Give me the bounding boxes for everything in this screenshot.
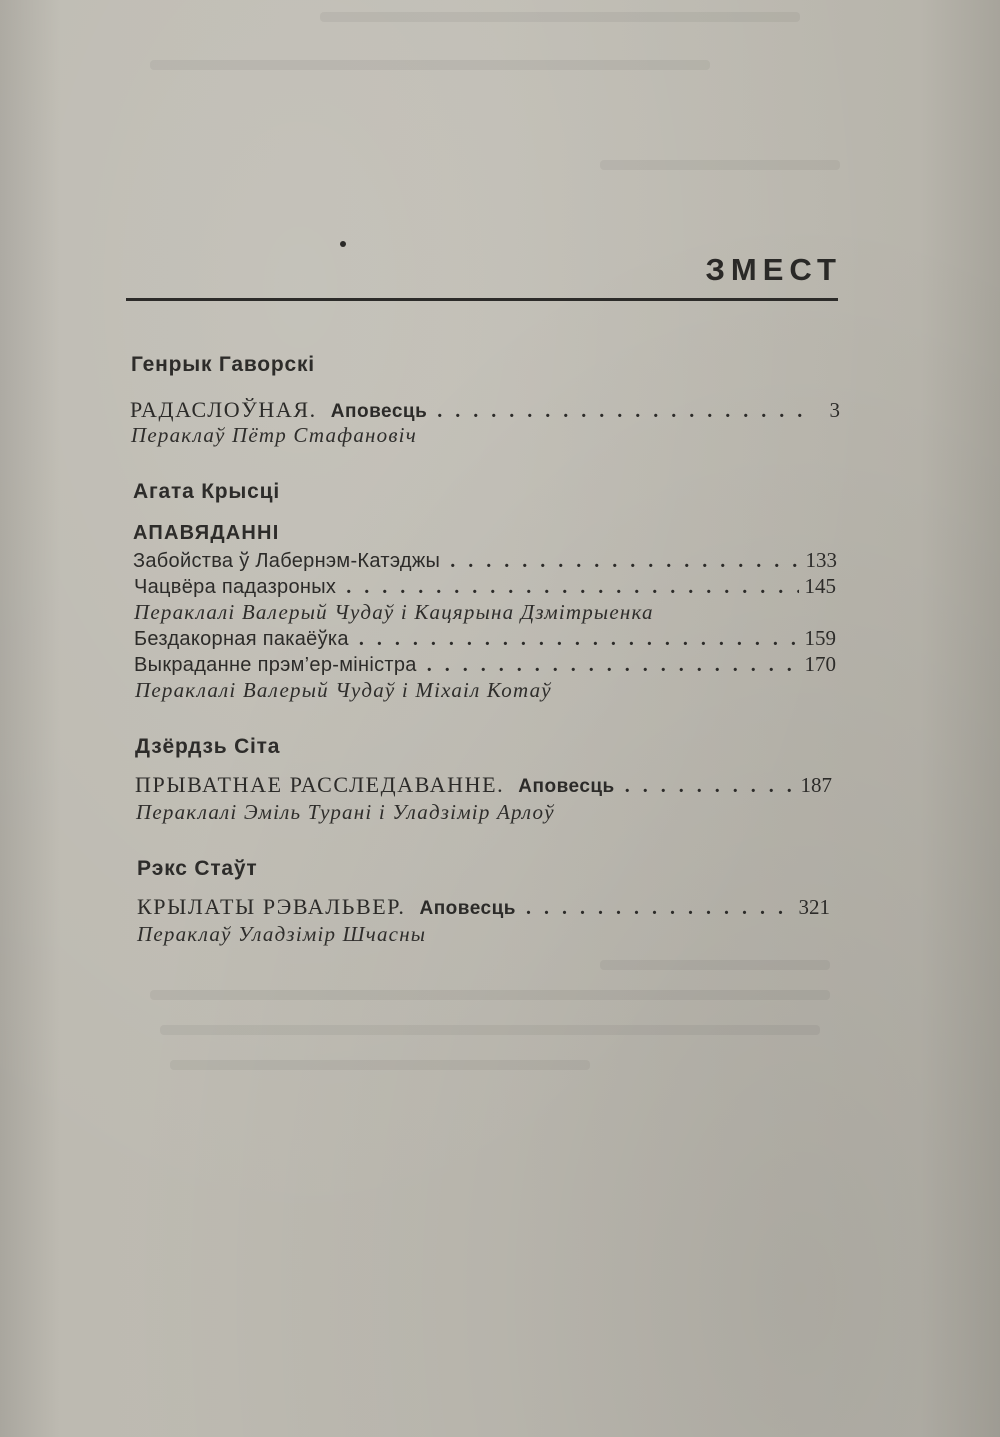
toc-entry[interactable] [135, 772, 832, 798]
translator-credit: Пераклалі Валерый Чудаў і Кацярына Дзмітрыенка [134, 600, 654, 624]
leader-dots [437, 400, 812, 423]
entry-title: Чацвёра падазроных [134, 576, 337, 598]
page-number: 321 [798, 895, 830, 919]
ink-speck [340, 241, 346, 247]
leader-dots [450, 550, 799, 573]
leader-dots [427, 654, 799, 677]
entry-title: Выкраданне прэм’ер-міністра [134, 654, 417, 676]
author-name: Рэкс Стаўт [137, 857, 258, 880]
entry-title: Бездакорная пакаёўка [134, 628, 349, 650]
bleed-through-line [600, 160, 840, 170]
entry-kind: Аповесць [518, 776, 615, 797]
author-name: Дзёрдзь Сіта [135, 735, 281, 758]
bleed-through-line [150, 60, 710, 70]
translator-credit: Пераклалі Эміль Турані і Уладзімір Арлоў [136, 800, 555, 824]
bleed-through-line [320, 12, 800, 22]
toc-entry[interactable] [130, 397, 840, 423]
heading-rule [126, 298, 838, 301]
contents-heading: ЗМЕСТ [705, 252, 842, 287]
section-heading: АПАВЯДАННІ [133, 522, 280, 544]
translator-credit: Пераклаў Уладзімір Шчасны [137, 922, 427, 946]
entry-title: КРЫЛАТЫ РЭВАЛЬВЕР. [137, 894, 406, 919]
page-number: 187 [800, 773, 832, 797]
translator-credit: Пераклаў Пётр Стафановіч [131, 423, 417, 447]
page-number: 145 [804, 574, 836, 598]
bleed-through-line [160, 1025, 820, 1035]
leader-dots [625, 775, 795, 798]
leader-dots [346, 576, 798, 599]
bleed-through-line [150, 990, 830, 1000]
page-number: 133 [805, 548, 837, 572]
bleed-through-line [170, 1060, 590, 1070]
entry-kind: Аповесць [330, 401, 428, 422]
entry-title: РАДАСЛОЎНАЯ. [130, 397, 317, 422]
entry-kind: Аповесць [419, 898, 516, 919]
toc-entry[interactable] [134, 574, 836, 600]
translator-credit: Пераклалі Валерый Чудаў і Міхаіл Котаў [135, 678, 552, 702]
page-number: 3 [829, 398, 840, 422]
page-number: 170 [804, 652, 836, 676]
toc-entry[interactable] [137, 894, 830, 920]
author-name: Агата Крысці [133, 480, 280, 503]
toc-entry[interactable] [134, 652, 836, 678]
toc-entry[interactable] [134, 626, 836, 652]
leader-dots [526, 897, 793, 920]
bleed-through-line [600, 960, 830, 970]
entry-title: Забойства ў Лабернэм-Катэджы [133, 550, 441, 572]
entry-title: ПРЫВАТНАЕ РАССЛЕДАВАННЕ. [135, 772, 505, 797]
leader-dots [359, 628, 799, 651]
author-name: Генрык Гаворскі [131, 353, 315, 376]
page-number: 159 [804, 626, 836, 650]
toc-entry[interactable] [133, 548, 837, 574]
